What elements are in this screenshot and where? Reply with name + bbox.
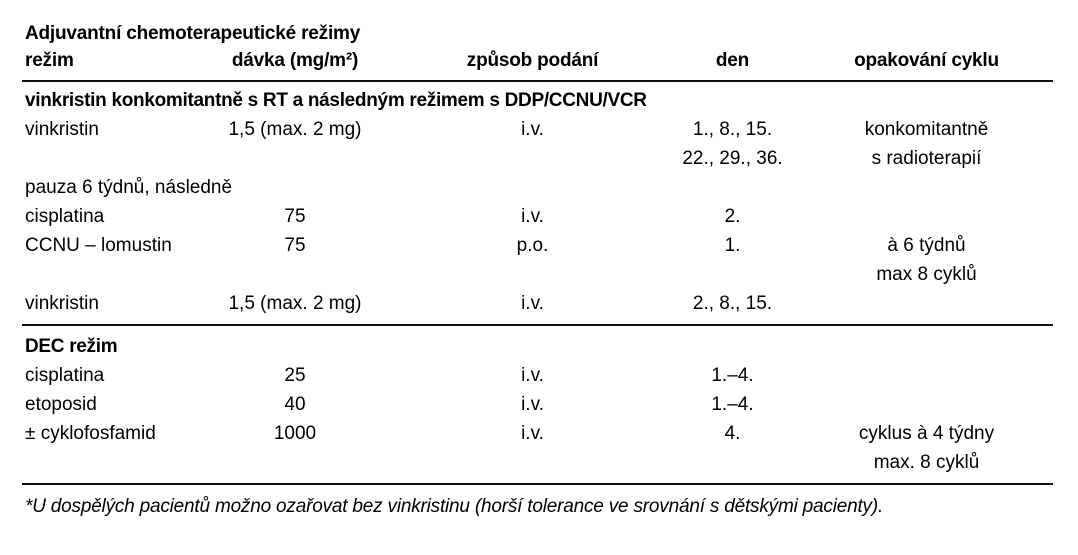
table-row xyxy=(25,173,1053,202)
cell-davka: 1,5 (max. 2 mg) xyxy=(228,119,362,140)
cell-zpusob: i.v. xyxy=(521,206,544,227)
table-title: Adjuvantní chemoterapeutické režimy xyxy=(25,23,361,44)
cell-den xyxy=(665,260,800,289)
table-row xyxy=(25,361,1053,390)
cell-den: 1.–4. xyxy=(711,365,754,386)
cell-zpusob xyxy=(400,173,665,202)
cell-zpusob: i.v. xyxy=(521,119,544,140)
column-header-den: den xyxy=(715,50,750,71)
cell-zpusob: p.o. xyxy=(516,235,549,256)
section-heading-vinkristin-rt: vinkristin konkomitantně s RT a následným režimem s DDP/CCNU/VCR xyxy=(25,90,647,111)
column-header-davka: dávka (mg/m²) xyxy=(231,50,359,71)
cell-davka: 25 xyxy=(284,365,306,386)
cell-opakovani: konkomitantně xyxy=(864,119,989,140)
cell-zpusob xyxy=(400,448,665,477)
cell-den: 1.–4. xyxy=(711,394,754,415)
cell-davka: 1,5 (max. 2 mg) xyxy=(228,293,362,314)
cell-den: 2. xyxy=(724,206,741,227)
cell-rezim xyxy=(25,448,190,477)
cell-davka xyxy=(190,144,400,173)
bottom-rule xyxy=(22,483,1053,485)
table-row xyxy=(25,448,1053,477)
cell-rezim xyxy=(25,260,190,289)
table-row xyxy=(25,202,1053,231)
cell-rezim: vinkristin xyxy=(25,293,99,314)
cell-den: 1. xyxy=(724,235,741,256)
cell-zpusob: i.v. xyxy=(521,293,544,314)
cell-davka: 40 xyxy=(284,394,306,415)
footnote: *U dospělých pacientů možno ozařovat bez vinkristinu (horší tolerance ve srovnání s dětskými pacienty). xyxy=(25,496,884,517)
cell-den: 1., 8., 15. xyxy=(692,119,773,140)
table-header-row xyxy=(25,47,1053,75)
cell-opakovani: cyklus à 4 týdny xyxy=(858,423,995,444)
cell-zpusob: i.v. xyxy=(521,394,544,415)
cell-davka: 1000 xyxy=(273,423,317,444)
table-row xyxy=(25,115,1053,144)
cell-opakovani xyxy=(800,390,1053,419)
cell-davka: 75 xyxy=(284,235,306,256)
section-divider-rule xyxy=(22,324,1053,326)
table-row xyxy=(25,289,1053,318)
table-row xyxy=(25,419,1053,448)
cell-den: 22., 29., 36. xyxy=(682,148,783,169)
section-heading-dec: DEC režim xyxy=(25,336,118,357)
cell-rezim: vinkristin xyxy=(25,119,99,140)
cell-den: 4. xyxy=(724,423,741,444)
cell-opakovani xyxy=(800,173,1053,202)
header-rule xyxy=(22,80,1053,82)
cell-opakovani xyxy=(800,289,1053,318)
cell-zpusob: i.v. xyxy=(521,423,544,444)
column-header-opakovani-cyklu: opakování cyklu xyxy=(854,50,999,71)
cell-opakovani xyxy=(800,202,1053,231)
table-row xyxy=(25,144,1053,173)
cell-opakovani: à 6 týdnů xyxy=(887,235,966,256)
cell-den xyxy=(665,448,800,477)
column-header-zpusob-podani: způsob podání xyxy=(466,50,599,71)
cell-davka xyxy=(190,173,400,202)
cell-rezim: cisplatina xyxy=(25,206,105,227)
column-header-rezim: režim xyxy=(25,50,74,71)
cell-opakovani xyxy=(800,361,1053,390)
cell-rezim: cisplatina xyxy=(25,365,105,386)
cell-opakovani: max 8 cyklů xyxy=(876,264,977,285)
cell-opakovani: s radioterapií xyxy=(871,148,982,169)
cell-rezim xyxy=(25,144,190,173)
cell-den: 2., 8., 15. xyxy=(692,293,773,314)
cell-den xyxy=(665,173,800,202)
cell-zpusob xyxy=(400,144,665,173)
table-row xyxy=(25,390,1053,419)
cell-zpusob xyxy=(400,260,665,289)
table-row xyxy=(25,231,1053,260)
cell-davka xyxy=(190,260,400,289)
cell-davka: 75 xyxy=(284,206,306,227)
cell-rezim: ± cyklofosfamid xyxy=(25,423,156,444)
cell-davka xyxy=(190,448,400,477)
cell-rezim: etoposid xyxy=(25,394,97,415)
cell-rezim: CCNU – lomustin xyxy=(25,235,172,256)
cell-rezim: pauza 6 týdnů, následně xyxy=(25,177,233,198)
table-row xyxy=(25,260,1053,289)
cell-opakovani: max. 8 cyklů xyxy=(873,452,980,473)
cell-zpusob: i.v. xyxy=(521,365,544,386)
